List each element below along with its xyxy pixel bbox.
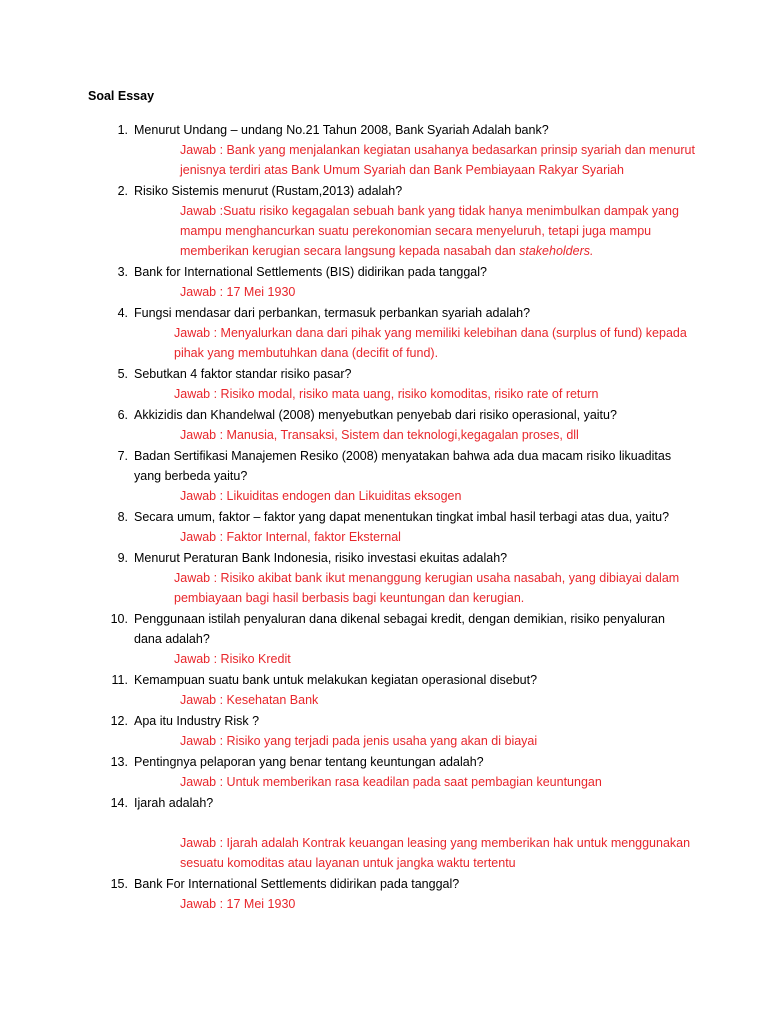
answer-text: Jawab : Likuiditas endogen dan Likuiditas eksogen (180, 489, 462, 504)
list-item (88, 262, 696, 302)
answer-text: Jawab : Risiko akibat bank ikut menanggung kerugian usaha nasabah, yang dibiayai dalam pembiayaan bagi hasil berbasis bagi keuntungan dan kerugian. (174, 571, 680, 606)
answer-text: Jawab : Kesehatan Bank (180, 693, 319, 708)
question-text: Pentingnya pelaporan yang benar tentang keuntungan adalah? (134, 755, 484, 770)
question-text: Menurut Undang – undang No.21 Tahun 2008, Bank Syariah Adalah bank? (134, 123, 549, 138)
answer-text: Jawab : Menyalurkan dana dari pihak yang memiliki kelebihan dana (surplus of fund) kepada pihak yang membutuhkan dana (decifit of fund). (174, 326, 687, 361)
list-item (88, 609, 696, 669)
list-item (88, 446, 696, 506)
list-item (88, 670, 696, 710)
list-item (88, 405, 696, 445)
list-item (88, 548, 696, 608)
question-text: Menurut Peraturan Bank Indonesia, risiko investasi ekuitas adalah? (134, 551, 508, 566)
question-text: Penggunaan istilah penyaluran dana dikenal sebagai kredit, dengan demikian, risiko penyaluran dana adalah? (134, 612, 665, 647)
answer-text: Jawab : Risiko yang terjadi pada jenis usaha yang akan di biayai (180, 734, 538, 749)
question-text: Badan Sertifikasi Manajemen Resiko (2008) menyatakan bahwa ada dua macam risiko likuaditas yang berbeda yaitu? (134, 449, 672, 484)
answer-text: Jawab : 17 Mei 1930 (180, 897, 296, 912)
answer-text: Jawab : Untuk memberikan rasa keadilan pada saat pembagian keuntungan (180, 775, 602, 790)
list-item (88, 752, 696, 792)
answer-text: Jawab : Ijarah adalah Kontrak keuangan leasing yang memberikan hak untuk menggunakan sesuatu komoditas atau layanan untuk jangka waktu tertentu (180, 836, 691, 871)
question-text: Fungsi mendasar dari perbankan, termasuk perbankan syariah adalah? (134, 306, 531, 321)
list-item (88, 181, 696, 261)
list-item (88, 793, 696, 873)
list-item (88, 303, 696, 363)
answer-text (180, 201, 696, 261)
list-item (88, 507, 696, 547)
question-text: Risiko Sistemis menurut (Rustam,2013) adalah? (134, 184, 403, 199)
question-text: Apa itu Industry Risk ? (134, 714, 260, 729)
list-item (88, 364, 696, 404)
answer-text: Jawab : Risiko modal, risiko mata uang, risiko komoditas, risiko rate of return (174, 387, 599, 402)
question-list (88, 120, 696, 914)
answer-text: Jawab : Risiko Kredit (174, 652, 291, 667)
question-text: Sebutkan 4 faktor standar risiko pasar? (134, 367, 352, 382)
answer-text: Jawab : Faktor Internal, faktor Eksternal (180, 530, 401, 545)
blank-line (134, 813, 696, 833)
question-text: Akkizidis dan Khandelwal (2008) menyebutkan penyebab dari risiko operasional, yaitu? (134, 408, 617, 423)
answer-text: Jawab : Manusia, Transaksi, Sistem dan teknologi,kegagalan proses, dll (180, 428, 579, 443)
list-item (88, 874, 696, 914)
answer-italic-term: stakeholders. (519, 244, 594, 259)
question-text: Bank For International Settlements didirikan pada tanggal? (134, 877, 460, 892)
question-text: Ijarah adalah? (134, 796, 214, 811)
answer-text: Jawab : Bank yang menjalankan kegiatan usahanya bedasarkan prinsip syariah dan menurut jenisnya terdiri atas Bank Umum Syariah dan Bank Pembiayaan Rakyar Syariah (180, 143, 695, 178)
list-item (88, 711, 696, 751)
list-item (88, 120, 696, 180)
answer-text: Jawab : 17 Mei 1930 (180, 285, 296, 300)
question-text: Bank for International Settlements (BIS) didirikan pada tanggal? (134, 265, 487, 280)
page-title: Soal Essay (88, 89, 155, 103)
answer-body: Jawab :Suatu risiko kegagalan sebuah bank yang tidak hanya menimbulkan dampak yang mampu menghancurkan suatu perekonomian secara menyeluruh, tetapi juga mampu memberikan kerugian secara langsung kepada nasabah dan (180, 204, 679, 259)
question-text: Secara umum, faktor – faktor yang dapat menentukan tingkat imbal hasil terbagi atas dua, yaitu? (134, 510, 670, 525)
question-text: Kemampuan suatu bank untuk melakukan kegiatan operasional disebut? (134, 673, 538, 688)
